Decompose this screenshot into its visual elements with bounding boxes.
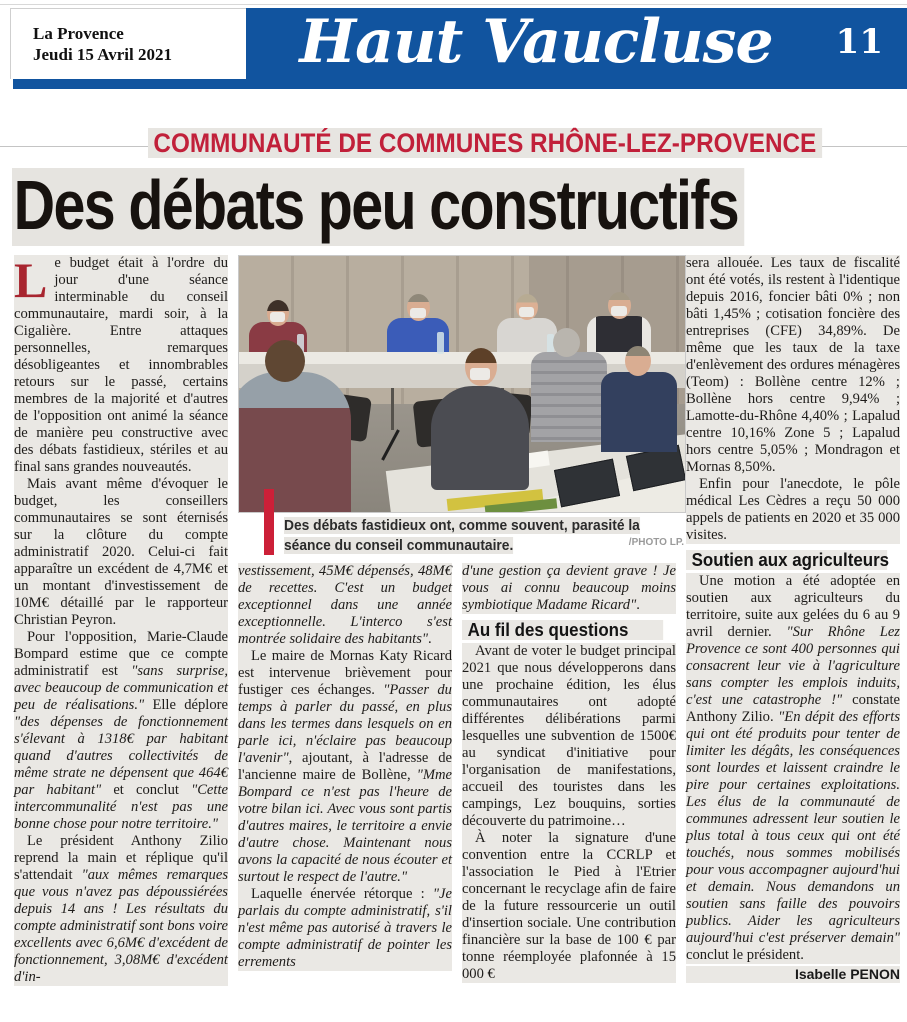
article-column-4 [686, 255, 900, 1022]
paragraph: Une motion a été adoptée en soutien aux agriculteurs du territoire, suite aux gelées du 6 au 9 avril dernier. "Sur Rhône Lez Provence ce sont 400 personnes qui consacrent leur vie à l'agriculture sans compter les emplois induits, c'est une catastrophe !" constate Anthony Zilio. "En dépit des efforts qui ont été produits pour tenter de limiter les dégâts, les conséquences sont lourdes et laissent craindre le pire pour certaines exploitations. Les élus de la communauté de communes adressent leur soutien le plus total à tous ceux qui ont été touchés, nous sommes mobilisés pour vous accompagner aujourd'hui et demain. Nous demandons un soutien sans faille des pouvoirs publics. Aider les agriculteurs aujourd'hui c'est préserver demain" conclut le président. [686, 573, 900, 963]
edition-date: Jeudi 15 Avril 2021 [33, 45, 172, 64]
banner-underline-strip [13, 78, 907, 89]
paragraph: Laquelle énervée rétorque : "Je parlais du compte administratif, s'il n'est même pas autorisé à travers le compte administratif de pointer les errements [238, 886, 452, 970]
photo-water-bottle [437, 332, 444, 354]
byline: Isabelle PENON [686, 966, 900, 983]
paragraph-text: Avant de voter le budget principal 2021 que nous développerons dans une prochaine édition, les élus communautaires ont adopté différentes délibérations parmi lesquelles une subvention de 1500€ au syndicat d'initiative pour l'organisation de manifestations, accueil des touristes dans les campings, Lez bouquins, sorties découverte du patrimoine… [462, 643, 676, 829]
paragraph [686, 255, 900, 476]
photo-man-navy-sweater [601, 372, 677, 452]
photo-man-suit-head [465, 348, 497, 386]
subhead-au-fil-des-questions: Au fil des questions [462, 620, 663, 640]
paragraph: Le maire de Mornas Katy Ricard est intervenue brièvement pour fustiger ces échanges. "Passer du temps à parler du passé, en plus dans les termes dans lesquels on en parle ici, n'éclaire pas beaucoup l'avenir", ajoutant, à l'adresse de l'ancienne maire de Bollène, "Mme Bompard ce n'est pas l'heure de votre bilan ici. Avec vous sont partis d'autres maires, le territoire a envie d'autre chose. Maintenant nous avons la capacité de nous écouter et surtout le respect de l'autre." [238, 648, 452, 885]
paragraph: Pour l'opposition, Marie-Claude Bompard estime que ce compte administratif est "sans surprise, avec beaucoup de communication et peu de réalisations." Elle déplore "des dépenses de fonctionnement s'élevant à 1318€ par habitant quand d'autres collectivités de même strate ne dépensent que 464€ par habitant" et conclut "Cette intercommunalité n'est pas une bonne chose pour notre territoire." [14, 629, 228, 832]
paragraph-text: Mais avant même d'évoquer le budget, les conseillers communautaires se sont éternisés sur la clôture du compte administratif 2020. Celui-ci fait apparaître un excédent de 4,7M€ et un montant d'investissement de 10M€ détaillé par le rapporteur Christian Peyron. [14, 476, 228, 628]
page-number: 11 [835, 22, 883, 62]
section-banner [245, 8, 907, 78]
photo-man-suit [431, 386, 529, 490]
photo-table-leg [391, 388, 394, 430]
photo-person-red-top-mask [270, 312, 285, 322]
masthead-left [10, 8, 246, 79]
headline: Des débats peu constructifs [12, 168, 745, 246]
drop-cap: L [14, 255, 54, 302]
photo-woman-quilted-jacket-head [553, 328, 580, 357]
page-top-rule [0, 4, 907, 5]
photo-man-suit-mask [470, 368, 490, 380]
photo-man-navy-sweater-head [625, 346, 651, 376]
paragraph [462, 830, 676, 983]
paragraph [14, 476, 228, 629]
photo-caption [284, 516, 683, 556]
paragraph [14, 252, 228, 476]
article-column-3 [462, 563, 676, 1022]
article-photo [238, 255, 686, 513]
photo-credit: /PHOTO LP. [628, 537, 684, 548]
photo-person-foreground-back [238, 372, 351, 513]
paragraph: Le président Anthony Zilio reprend la main et réplique qu'il s'attendait "aux mêmes remarques que vous n'avez pas dépoussiérées depuis 14 ans ! Les résultats du compte administratif sont bons voire excellents avec 6,6M€ d'excédent de fonctionnement, 3,08M€ d'excédent d'in- [14, 833, 228, 985]
paper-name: La Provence [33, 24, 124, 43]
paragraph [462, 643, 676, 830]
article-column-1 [14, 252, 228, 1022]
photo-caption-text: Des débats fastidieux ont, comme souvent, parasité la séance du conseil communautaire. [284, 517, 640, 554]
photo-person-dark-vest-mask [611, 306, 627, 316]
article-column-2 [238, 563, 452, 1022]
photo-person-light-top-mask [519, 307, 534, 317]
caption-accent-bar [264, 489, 274, 555]
paragraph-text: Enfin pour l'anecdote, le pôle médical Les Cèdres a reçu 50 000 appels de patients en 2020 et 35 000 visites. [686, 476, 900, 543]
section-title: Haut Vaucluse [299, 7, 773, 77]
paragraph [686, 476, 900, 544]
paragraph: vestissement, 45M€ dépensés, 48M€ de recettes. C'est un budget exceptionnel dans une année exceptionnelle. L'interco s'est montrée solidaire des habitants". [238, 563, 452, 647]
paragraph-text: À noter la signature d'une convention entre la CCRLP et l'association le Pied à l'Etrier concernant le recyclage afin de faire de la future ressourcerie un outil d'insertion sociale. Une contribution financière sur la base de 100 € par tonne réemployée plafonnée à 15 000 € [462, 830, 676, 982]
paragraph-text: sera allouée. Les taux de fiscalité ont été votés, ils restent à l'identique depuis 2016, foncier bâti 0% ; non bâti 1,45% ; cotisation foncière des entreprises (CFE) 34,89%. De même que les taux de la taxe d'enlèvement des ordures ménagères (Teom) : Bollène centre 12% ; Bollène hors centre 9,94% ; Lamotte-du-Rhône 4,40% ; Lapalud centre 10,16% Zone 5 ; Lapalud hors centre 5,05% ; Mondragon et Mornas 8,50%. [686, 255, 900, 475]
paragraph: d'une gestion ça devient grave ! Je vous ai connu beaucoup moins symbiotique Madame Ricard". [462, 563, 676, 613]
subhead-soutien-aux-agriculteurs: Soutien aux agriculteurs [686, 550, 887, 570]
photo-person-foreground-back-head [265, 340, 305, 382]
paragraph-text: e budget était à l'ordre du jour d'une séance interminable du conseil communautaire, mardi soir, à la Cigalière. Entre attaques personnelles, remarques désobligeantes et innombrables retours sur le passé, certains membres de la majorité et d'autres de l'opposition ont animé la séance de manière peu constructive avec des débats fastidieux, stériles et au final sans grandes nouveautés. [14, 255, 228, 475]
photo-head-table-top [239, 352, 685, 364]
photo-woman-quilted-jacket [531, 352, 607, 442]
photo-person-blue-shirt-mask [410, 308, 426, 318]
kicker: COMMUNAUTÉ DE COMMUNES RHÔNE-LEZ-PROVENCE [148, 128, 822, 158]
